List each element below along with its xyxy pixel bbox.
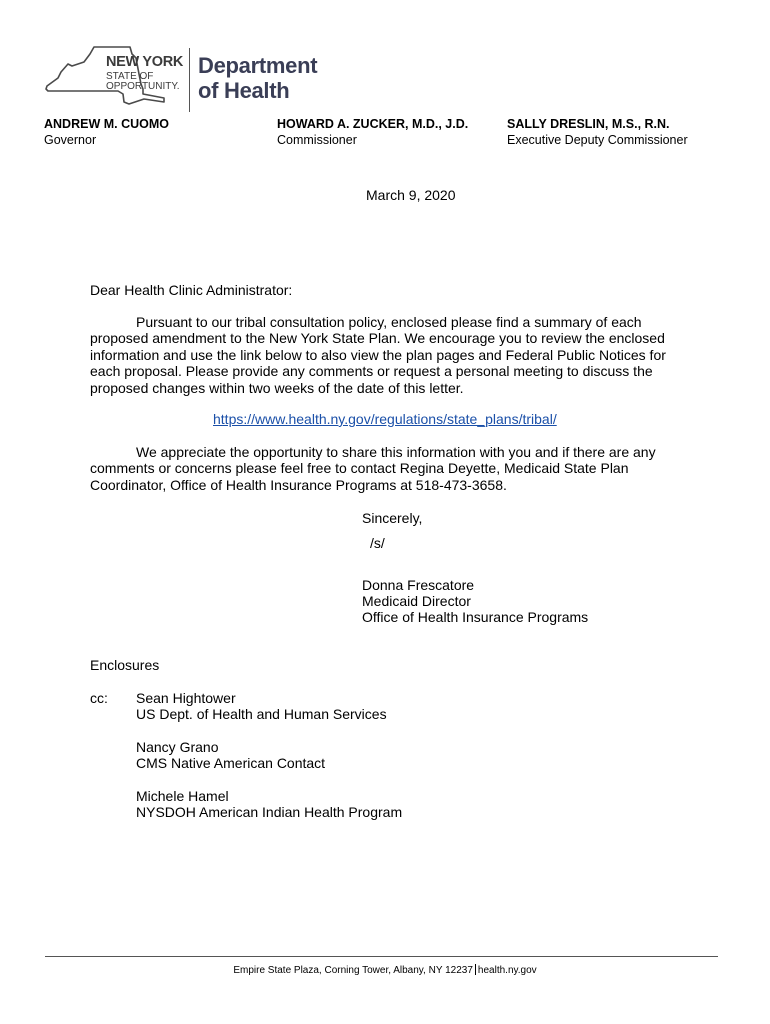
logo-of-health: of Health (198, 78, 290, 103)
closing: Sincerely, (362, 510, 423, 526)
footer-website: health.ny.gov (477, 965, 537, 976)
footer-divider (475, 964, 476, 975)
letter-date: March 9, 2020 (366, 187, 456, 203)
logo-opportunity: OPPORTUNITY. (106, 81, 180, 92)
deputy-commissioner-title: Executive Deputy Commissioner (507, 133, 688, 147)
commissioner-title: Commissioner (277, 133, 357, 147)
cc-org-2: CMS Native American Contact (136, 755, 326, 771)
footer (0, 964, 770, 976)
nys-doh-logo (44, 44, 344, 114)
cc-label: cc: (90, 690, 108, 706)
footer-address: Empire State Plaza, Corning Tower, Albany, NY 12237 (233, 965, 473, 976)
logo-department: Department (198, 53, 318, 78)
governor-name: ANDREW M. CUOMO (44, 117, 169, 131)
cc-name-3: Michele Hamel (136, 788, 229, 804)
cc-name-1: Sean Hightower (136, 690, 236, 706)
commissioner-name: HOWARD A. ZUCKER, M.D., J.D. (277, 117, 469, 131)
logo-divider (189, 48, 190, 112)
signer-title: Medicaid Director (362, 593, 471, 609)
cc-name-2: Nancy Grano (136, 739, 219, 755)
deputy-commissioner-name: SALLY DRESLIN, M.S., R.N. (507, 117, 670, 131)
tribal-state-plans-link[interactable]: https://www.health.ny.gov/regulations/state_plans/tribal/ (213, 411, 557, 427)
signature: /s/ (370, 535, 385, 551)
cc-org-1: US Dept. of Health and Human Services (136, 706, 387, 722)
footer-rule (45, 956, 718, 957)
signer-office: Office of Health Insurance Programs (362, 609, 589, 625)
body-paragraph-2: We appreciate the opportunity to share this information with you and if there are any comments or concerns please feel free to contact Regina Deyette, Medicaid State Plan Coordinator, Office of Health Insurance Programs at 518-473-3658. (90, 444, 656, 493)
enclosures-label: Enclosures (90, 657, 160, 673)
signer-name: Donna Frescatore (362, 577, 475, 593)
governor-title: Governor (44, 133, 97, 147)
body-paragraph-1: Pursuant to our tribal consultation policy, enclosed please find a summary of each proposed amendment to the New York State Plan. We encourage you to review the enclosed information and use the link below to also view the plan pages and Federal Public Notices for each proposal. Please provide any comments or request a personal meeting to discuss the proposed changes within two weeks of the date of this letter. (90, 314, 666, 396)
cc-org-3: NYSDOH American Indian Health Program (136, 804, 403, 820)
logo-state-of: STATE OF (106, 71, 154, 82)
logo-new-york: NEW YORK (106, 54, 184, 70)
salutation: Dear Health Clinic Administrator: (90, 282, 293, 298)
